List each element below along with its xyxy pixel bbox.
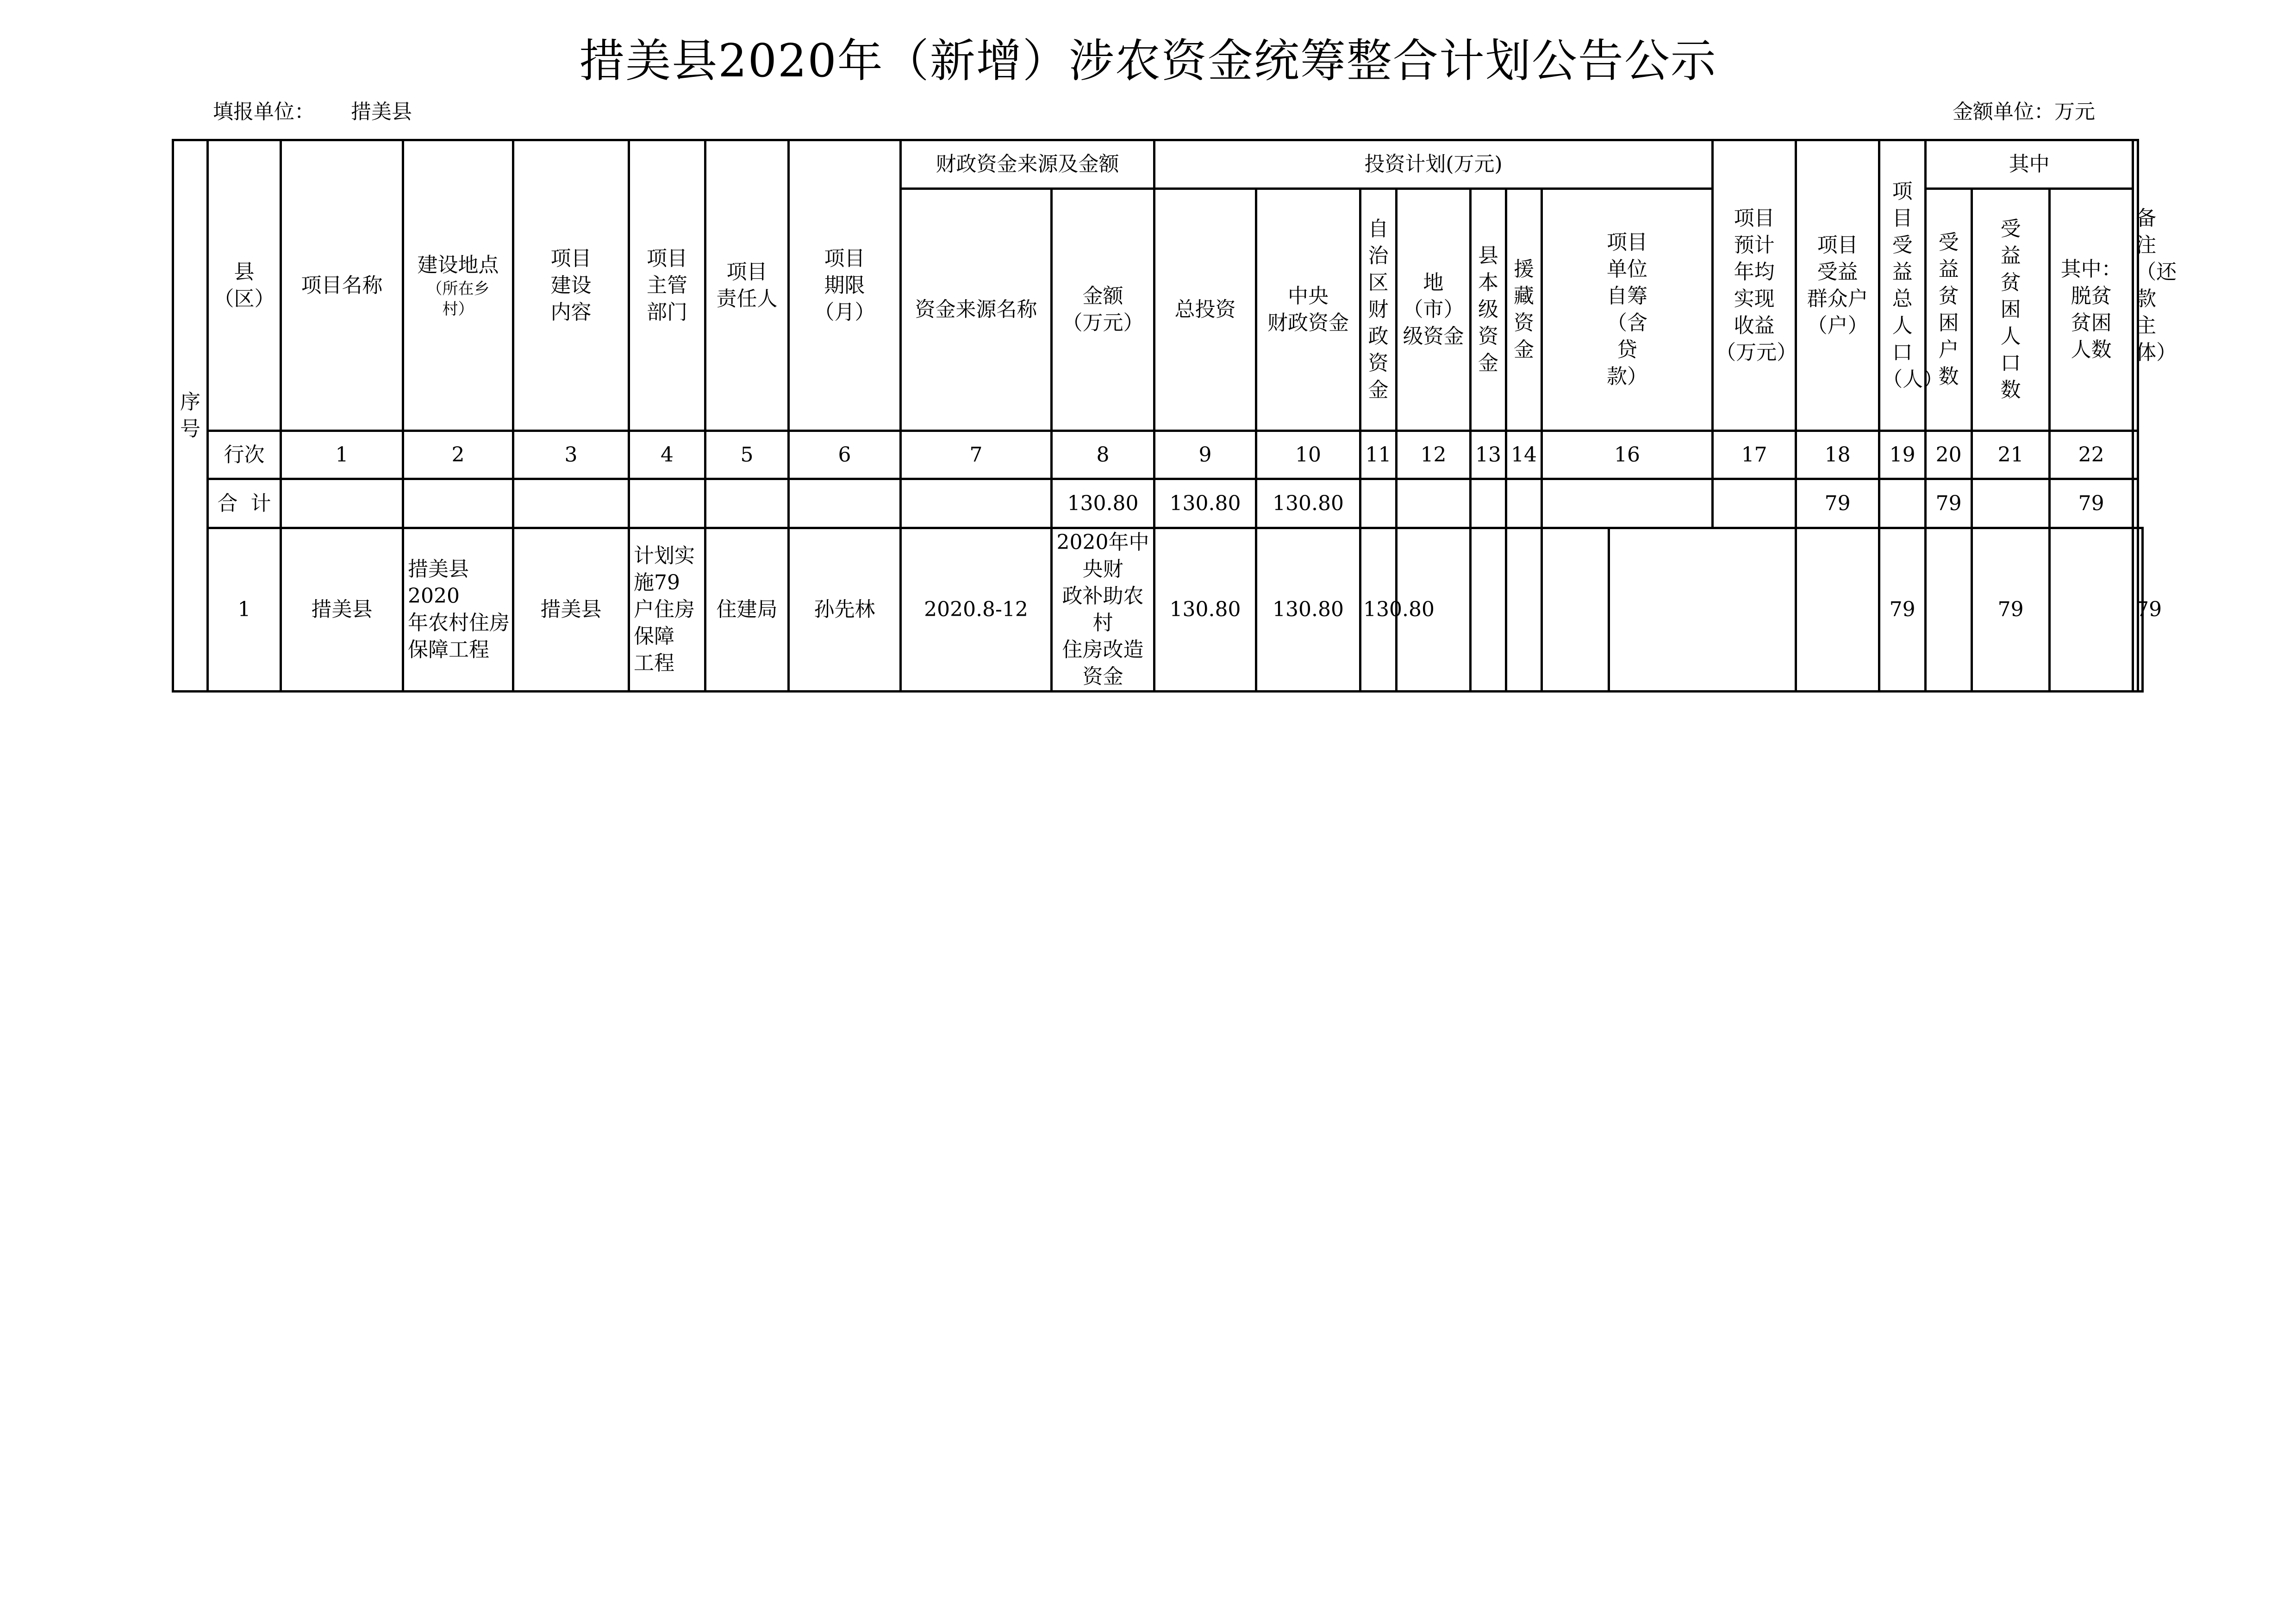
index-cell: 18	[1796, 431, 1879, 479]
total-row	[173, 479, 2143, 528]
index-cell: 1	[281, 431, 403, 479]
header-total-invest: 总投资	[1154, 189, 1256, 431]
index-cell: 20	[1926, 431, 1972, 479]
header-period: 项目 期限 （月）	[789, 140, 901, 431]
index-row	[173, 431, 2143, 479]
header-among-group: 其中	[1926, 140, 2133, 189]
row-aid-tibet	[1542, 528, 1609, 692]
header-person: 项目 责任人	[705, 140, 789, 431]
index-cell: 22	[2050, 431, 2133, 479]
row-poor-households: 79	[1972, 528, 2050, 692]
index-cell: 16	[1542, 431, 1713, 479]
index-cell: 3	[513, 431, 629, 479]
total-cell	[705, 479, 789, 528]
row-prefecture	[1471, 528, 1506, 692]
header-content: 项目 建设 内容	[513, 140, 629, 431]
header-dept: 项目 主管 部门	[629, 140, 705, 431]
row-county-fund	[1506, 528, 1542, 692]
money-unit: 金额单位：万元	[1953, 100, 2095, 124]
index-cell: 19	[1879, 431, 1926, 479]
index-cell: 7	[901, 431, 1052, 479]
index-cell: 17	[1713, 431, 1796, 479]
fill-unit-label: 填报单位：	[213, 100, 315, 124]
row-self-raised	[1609, 528, 1796, 692]
row-period: 2020.8-12	[901, 528, 1052, 692]
total-cell	[513, 479, 629, 528]
row-benefit-households: 79	[1879, 528, 1926, 692]
total-cell: 79	[2050, 479, 2133, 528]
header-finance-group: 财政资金来源及金额	[901, 140, 1154, 189]
header-benefit-population: 项目 受益 总人口 （人）	[1879, 140, 1926, 431]
header-aid-tibet: 援 藏 资 金	[1506, 189, 1542, 431]
header-prefecture: 地 （市） 级资金	[1397, 189, 1471, 431]
header-project-name: 项目名称	[281, 140, 403, 431]
row-total-invest: 130.80	[1256, 528, 1360, 692]
header-source-name: 资金来源名称	[901, 189, 1052, 431]
header-central: 中央 财政资金	[1256, 189, 1360, 431]
total-cell	[403, 479, 513, 528]
total-cell: 130.80	[1256, 479, 1360, 528]
row-out-of-poverty: 79	[2133, 528, 2138, 692]
total-cell: 79	[1926, 479, 1972, 528]
row-dept: 住建局	[705, 528, 789, 692]
row-content: 计划实施79 户住房保障 工程	[629, 528, 705, 692]
index-cell: 5	[705, 431, 789, 479]
total-cell	[1506, 479, 1542, 528]
header-location	[403, 140, 513, 431]
index-cell: 21	[1972, 431, 2050, 479]
total-cell	[901, 479, 1052, 528]
row-project-name: 措美县2020 年农村住房 保障工程	[403, 528, 513, 692]
header-self-raised: 项目 单位 自筹 （含 贷 款）	[1542, 189, 1713, 431]
header-poor-population: 受 益 贫 困 人 口 数	[1972, 189, 2050, 431]
index-cell: 12	[1397, 431, 1471, 479]
total-cell	[1397, 479, 1471, 528]
index-cell: 10	[1256, 431, 1360, 479]
total-cell	[789, 479, 901, 528]
total-cell: 79	[1796, 479, 1879, 528]
header-amount: 金额 （万元）	[1052, 189, 1154, 431]
row-seq: 1	[208, 528, 281, 692]
index-cell: 11	[1360, 431, 1397, 479]
total-cell	[2133, 479, 2138, 528]
total-cell	[1972, 479, 2050, 528]
row-amount: 130.80	[1154, 528, 1256, 692]
header-out-of-poverty: 其中： 脱贫 贫困 人数	[2050, 189, 2133, 431]
table-row	[173, 528, 2143, 692]
row-county: 措美县	[281, 528, 403, 692]
total-cell	[1471, 479, 1506, 528]
total-cell	[1542, 479, 1713, 528]
total-cell	[1879, 479, 1926, 528]
total-cell	[629, 479, 705, 528]
index-cell: 9	[1154, 431, 1256, 479]
row-source-name: 2020年中央财 政补助农村 住房改造资金	[1052, 528, 1154, 692]
row-benefit-population	[1926, 528, 1972, 692]
row-location: 措美县	[513, 528, 629, 692]
header-autonomous: 自 治 区 财 政 资 金	[1360, 189, 1397, 431]
location-label: 建设地点	[417, 253, 499, 277]
header-invest-group: 投资计划(万元)	[1154, 140, 1713, 189]
total-cell	[281, 479, 403, 528]
fund-plan-table	[172, 139, 2177, 693]
index-cell: 4	[629, 431, 705, 479]
total-label: 合 计	[208, 479, 281, 528]
row-person: 孙先林	[789, 528, 901, 692]
header-county: 县 （区）	[208, 140, 281, 431]
header-annual-income: 项目 预计 年均 实现 收益 （万元）	[1713, 140, 1796, 431]
index-cell: 14	[1506, 431, 1542, 479]
row-central: 130.80	[1360, 528, 1397, 692]
fill-unit-value: 措美县	[351, 100, 412, 124]
row-poor-population	[2050, 528, 2133, 692]
row-annual-income	[1796, 528, 1879, 692]
header-benefit-households: 项目 受益 群众户 （户）	[1796, 140, 1879, 431]
index-cell: 8	[1052, 431, 1154, 479]
header-county-fund: 县 本 级 资 金	[1471, 189, 1506, 431]
total-cell	[1360, 479, 1397, 528]
index-cell	[2133, 431, 2138, 479]
index-cell: 6	[789, 431, 901, 479]
index-cell: 13	[1471, 431, 1506, 479]
page-title: 措美县2020年（新增）涉农资金统筹整合计划公告公示	[579, 35, 1717, 87]
total-cell	[1713, 479, 1796, 528]
header-poor-households: 受 益 贫 困 户 数	[1926, 189, 1972, 431]
total-cell: 130.80	[1052, 479, 1154, 528]
location-note: （所在乡 村）	[426, 279, 490, 318]
header-remark: 备注 （还款 主体）	[2133, 140, 2138, 431]
index-cell: 2	[403, 431, 513, 479]
header-seq: 序 号	[173, 140, 208, 692]
total-cell: 130.80	[1154, 479, 1256, 528]
index-label: 行次	[208, 431, 281, 479]
